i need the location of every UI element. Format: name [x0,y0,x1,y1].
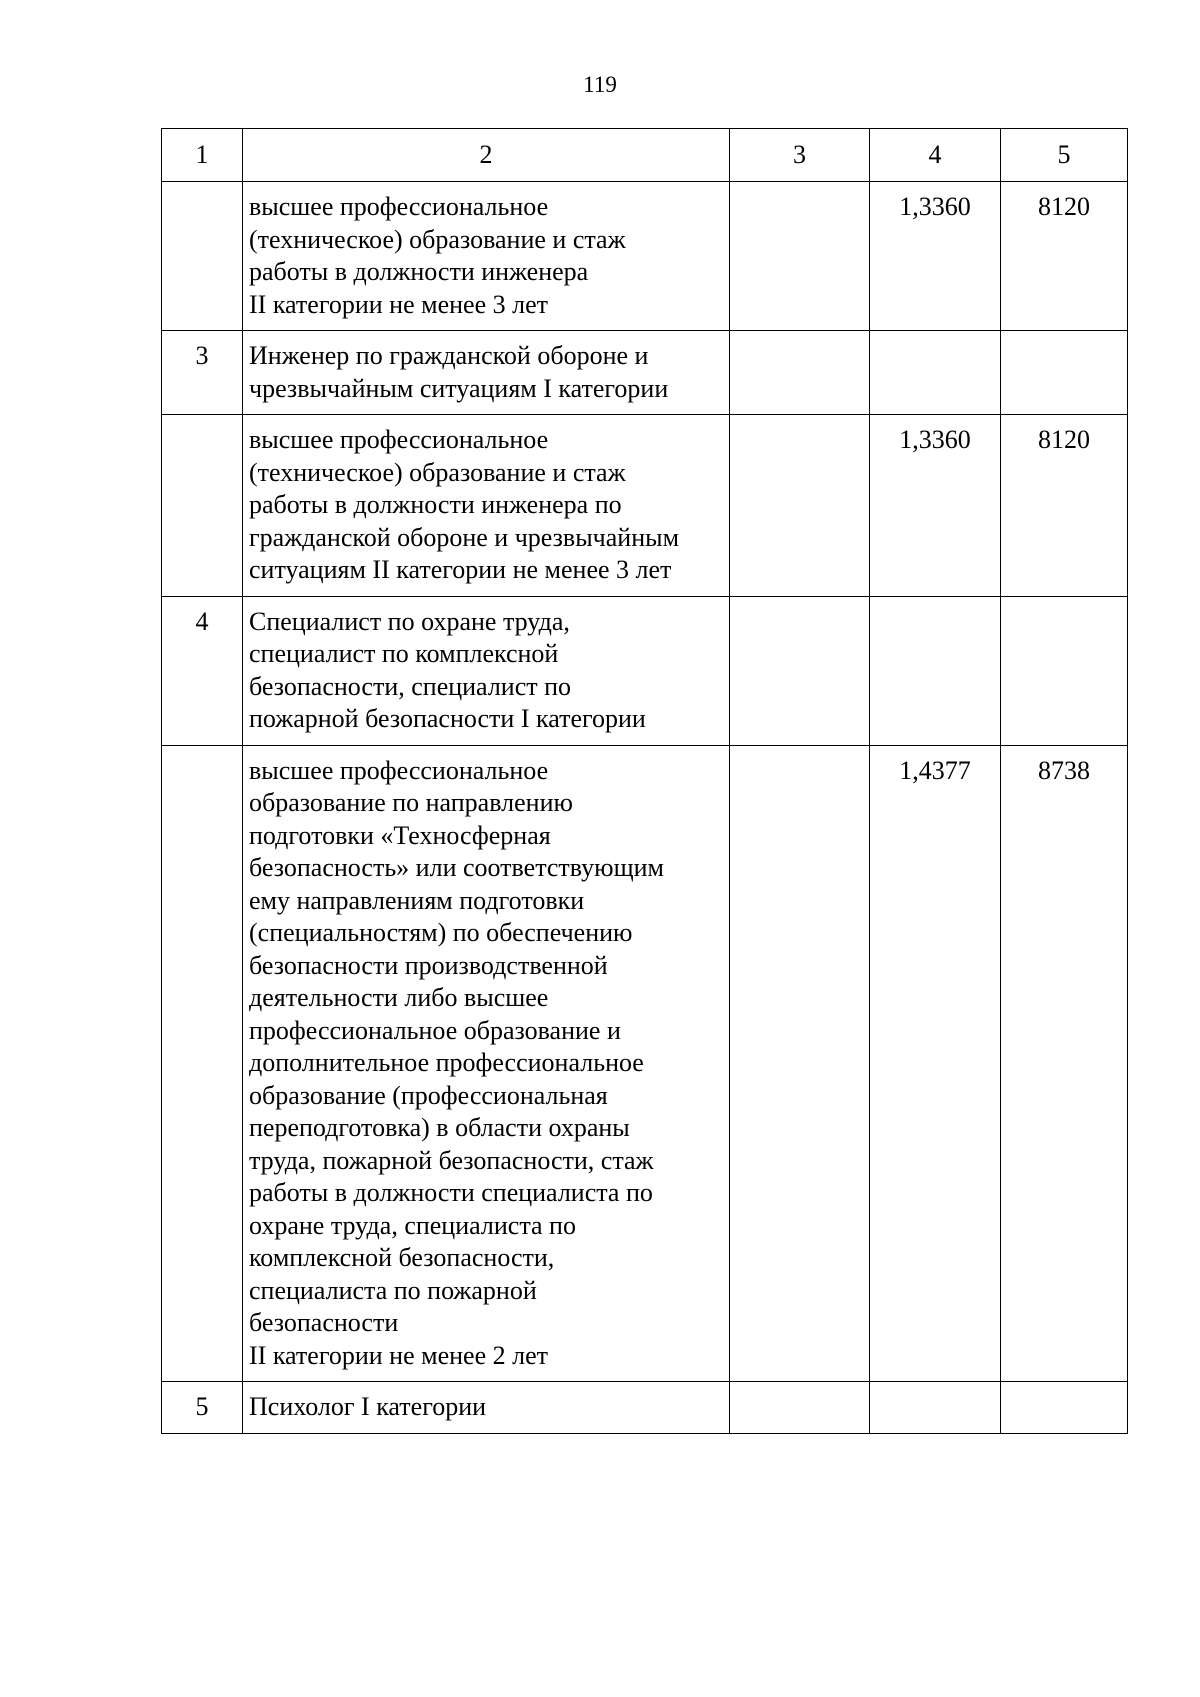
coefficient-cell: 1,3360 [870,182,1001,331]
table-row [162,182,1128,331]
coefficient-cell [870,596,1001,745]
column-3-cell [730,596,870,745]
column-3-cell [730,331,870,415]
table-header-row [162,129,1128,182]
qualification-requirement: высшее профессиональное образование по направлению подготовки «Техносферная безопасность» или соответствующим ему направлениям подготовки (специальностям) по обеспечению безопасности производственной деятельности либо высшее профессиональное образование и дополнительное профессиональное образование (профессиональная переподготовка) в области охраны труда, пожарной безопасности, стаж работы в должности специалиста по охране труда, специалиста по комплексной безопасности, специалиста по пожарной безопасности II категории не менее 2 лет [243,745,730,1382]
position-title: Инженер по гражданской обороне и чрезвычайным ситуациям I категории [243,331,730,415]
column-number-5: 5 [1001,129,1128,182]
row-number [162,745,243,1382]
salary-cell: 8738 [1001,745,1128,1382]
position-title: Специалист по охране труда, специалист по комплексной безопасности, специалист по пожарной безопасности I категории [243,596,730,745]
salary-cell: 8120 [1001,182,1128,331]
table-row [162,415,1128,597]
table-row [162,331,1128,415]
row-number: 4 [162,596,243,745]
coefficient-cell [870,331,1001,415]
row-number: 3 [162,331,243,415]
column-3-cell [730,745,870,1382]
table-row [162,596,1128,745]
salary-cell [1001,331,1128,415]
table-row [162,745,1128,1382]
qualification-requirement: высшее профессиональное (техническое) образование и стаж работы в должности инженера по гражданской обороне и чрезвычайным ситуациям II категории не менее 3 лет [243,415,730,597]
column-number-4: 4 [870,129,1001,182]
page-number: 119 [583,72,617,97]
coefficient-cell: 1,3360 [870,415,1001,597]
position-title: Психолог I категории [243,1382,730,1434]
row-number [162,415,243,597]
column-3-cell [730,182,870,331]
table-row [162,1382,1128,1434]
row-number [162,182,243,331]
salary-cell: 8120 [1001,415,1128,597]
qualification-salary-table [161,128,1128,1434]
row-number: 5 [162,1382,243,1434]
column-3-cell [730,415,870,597]
coefficient-cell [870,1382,1001,1434]
column-3-cell [730,1382,870,1434]
salary-cell [1001,596,1128,745]
coefficient-cell: 1,4377 [870,745,1001,1382]
column-number-1: 1 [162,129,243,182]
salary-cell [1001,1382,1128,1434]
column-number-2: 2 [243,129,730,182]
column-number-3: 3 [730,129,870,182]
qualification-requirement: высшее профессиональное (техническое) образование и стаж работы в должности инженера II категории не менее 3 лет [243,182,730,331]
